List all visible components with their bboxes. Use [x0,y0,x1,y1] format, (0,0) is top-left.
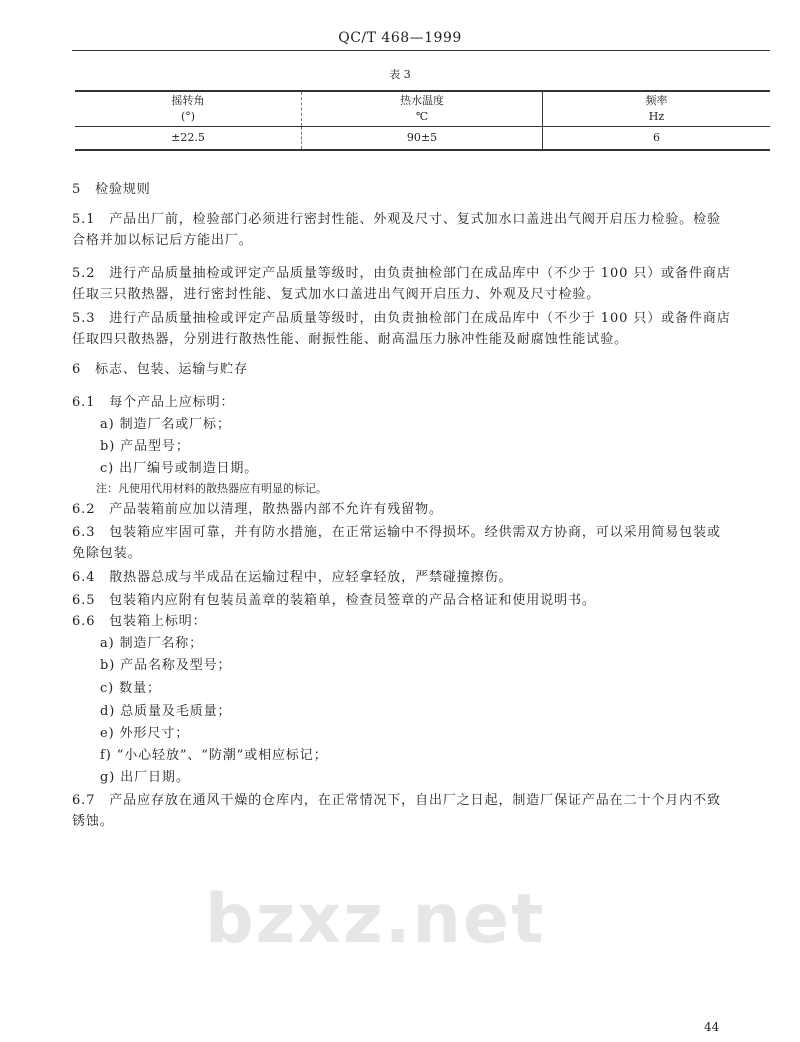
clause-text: 锈蚀。 [72,814,114,829]
list-item: f) “小心轻放”、“防潮”或相应标记； [100,748,328,763]
note-text: 注：凡使用代用材料的散热器应有明显的标记。 [96,482,327,495]
clause-text: 6.6 包装箱上标明： [72,614,207,629]
header-cell [302,91,543,127]
header-rule [72,50,770,51]
column-unit: (°) [180,110,196,123]
clause-text: 5.1 产品出厂前，检验部门必须进行密封性能、外观及尺寸、复式加水口盖进出气阀开启压力检验。检验 [72,212,721,227]
table-caption: 表 3 [389,68,411,81]
list-item: g) 出厂日期。 [100,770,190,785]
clause-text: 5.3 进行产品质量抽检或评定产品质量等级时，由负责抽检部门在成品库中（不少于 100 只）或备件商店 [72,311,731,326]
list-item: b) 产品名称及型号； [100,658,232,673]
list-item: a) 制造厂名称； [100,636,204,651]
parameters-table [75,90,770,151]
table-row [75,127,770,151]
clause-text: 6.3 包装箱应牢固可靠，并有防水措施，在正常运输中不得损坏。经供需双方协商，可以采用简易包装或 [72,525,721,540]
column-unit: Hz [648,110,665,123]
clause-text: 6.2 产品装箱前应加以清理，散热器内部不允许有残留物。 [72,502,443,517]
list-item: b) 产品型号； [100,439,190,454]
header-cell [543,91,771,127]
list-item: e) 外形尺寸； [100,726,190,741]
table-header-row [75,91,770,127]
column-name: 热水温度 [400,94,444,107]
clause-text: 合格并加以标记后方能出厂。 [72,233,253,248]
watermark: bzxz.net [205,880,546,959]
column-name: 频率 [645,94,668,107]
clause-text: 免除包装。 [72,546,142,561]
clause-text: 6.4 散热器总成与半成品在运输过程中，应轻拿轻放，严禁碰撞擦伤。 [72,570,513,585]
list-item: c) 数量； [100,681,161,696]
list-item: a) 制造厂名或厂标； [100,417,231,432]
standard-number-header: QC/T 468—1999 [338,30,462,46]
section-heading: 6 标志、包装、运输与贮存 [72,362,248,377]
column-name: 摇转角 [171,94,205,107]
section-heading: 5 检验规则 [72,182,151,197]
page-number: 44 [704,1020,720,1034]
list-item: d) 总质量及毛质量； [100,704,232,719]
clause-text: 任取三只散热器，进行密封性能、复式加水口盖进出气阀开启压力、外观及尺寸检验。 [72,287,601,302]
clause-text: 6.5 包装箱内应附有包装员盖章的装箱单，检查员签章的产品合格证和使用说明书。 [72,593,596,608]
table-cell: 90±5 [302,127,543,151]
clause-text: 6.7 产品应存放在通风干燥的仓库内，在正常情况下，自出厂之日起，制造厂保证产品在二十个月内不致 [72,793,721,808]
clause-text: 6.1 每个产品上应标明： [72,395,235,410]
column-unit: ℃ [415,110,429,123]
header-cell [75,91,302,127]
table-cell: 6 [543,127,771,151]
clause-text: 5.2 进行产品质量抽检或评定产品质量等级时，由负责抽检部门在成品库中（不少于 100 只）或备件商店 [72,266,731,281]
clause-text: 任取四只散热器，分别进行散热性能、耐振性能、耐高温压力脉冲性能及耐腐蚀性能试验。 [72,332,629,347]
list-item: c) 出厂编号或制造日期。 [100,461,259,476]
table-cell: ±22.5 [75,127,302,151]
